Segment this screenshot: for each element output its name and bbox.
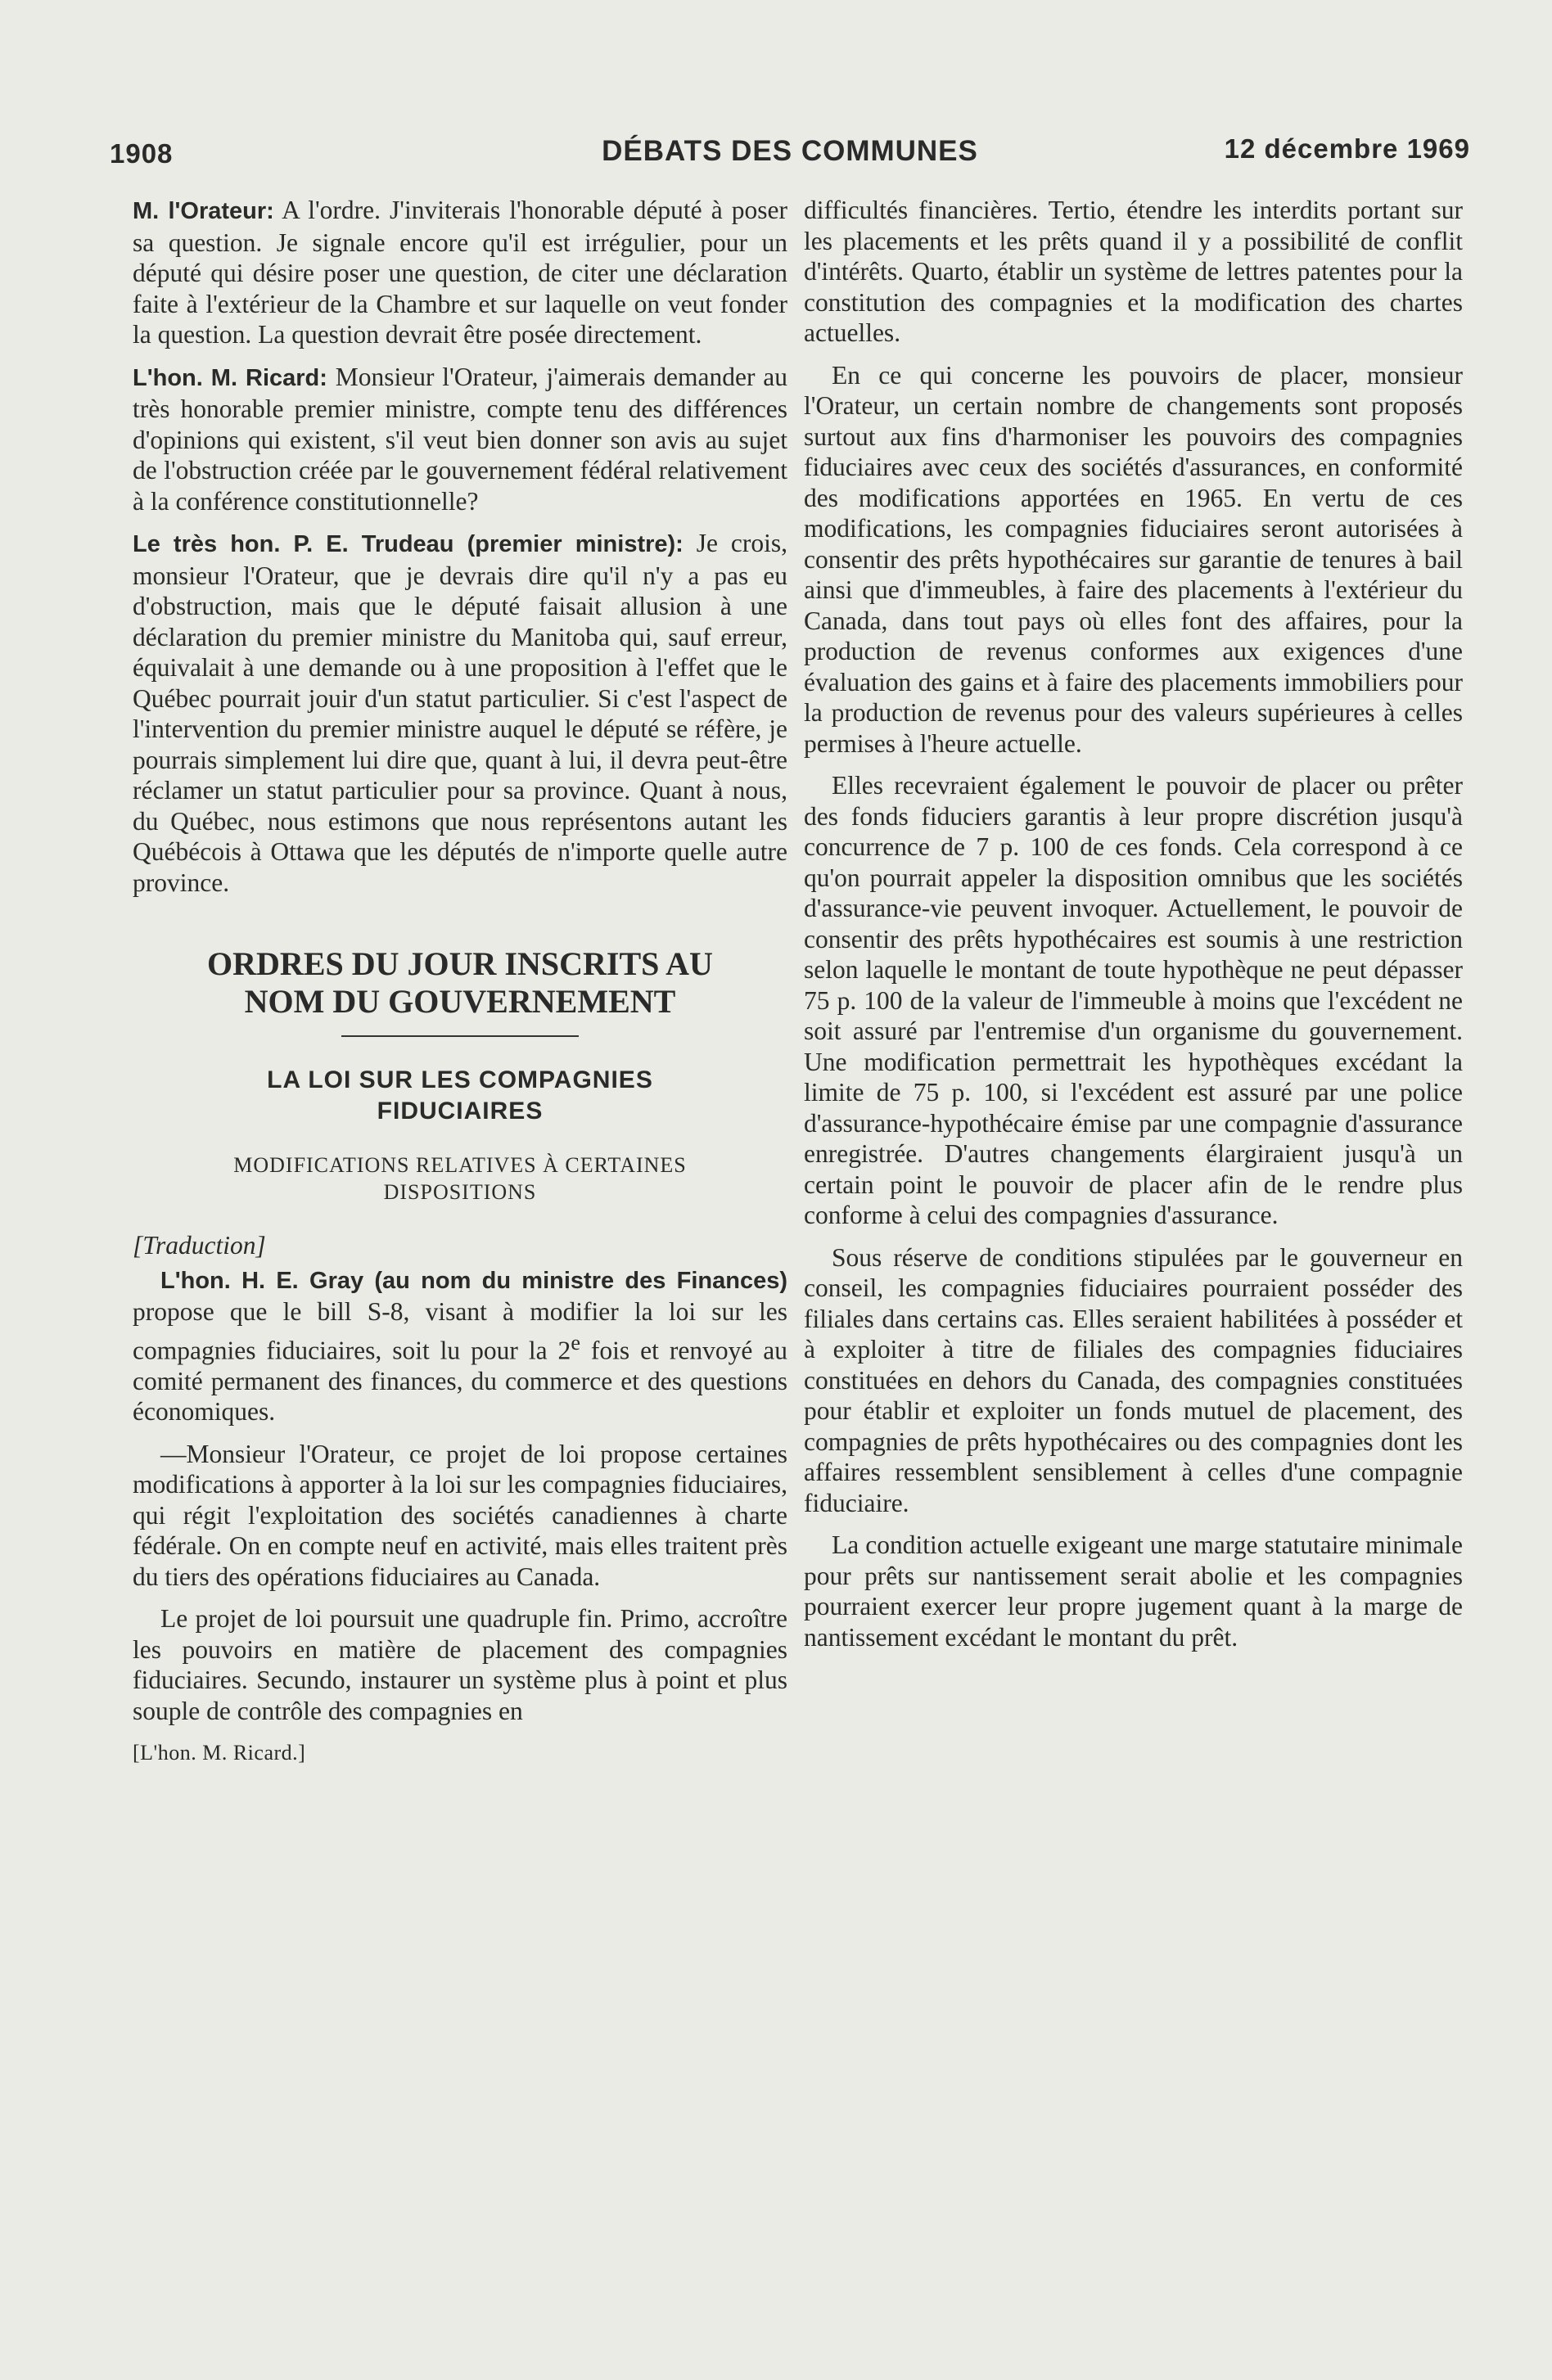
section-title-line: NOM DU GOUVERNEMENT [244, 983, 676, 1020]
paragraph: En ce qui concerne les pouvoirs de placer, monsieur l'Orateur, un certain nombre de changements sont proposés surtout aux fins d'harmoniser les pouvoirs des compagnies fiduciaires avec ceux des sociétés d'assurances, en conformité des modifications apportées en 1965. En vertu de ces modifications, les compagnies fiduciaires seront autorisées à consentir des prêts hypothécaires sur garantie de tenures à bail ainsi que d'immeubles, à faire des placements à l'extérieur du Canada, dans tout pays où elles font des affaires, pour la production de revenus conformes aux exigences d'une évaluation des gains et à faire des placements immobiliers pour la production de revenus pour des valeurs supérieures à celles permises à l'heure actuelle. [804, 360, 1463, 758]
paragraph-text: Monsieur l'Orateur, j'aimerais demander au très honorable premier ministre, compte tenu des différences d'opinions qui existent, s'il veut bien donner son avis au sujet de l'obstruction créée par le gouvernement fédéral relativement à la conférence constitutionnelle? [133, 362, 788, 516]
translation-note: [Traduction] [133, 1231, 266, 1260]
superscript: e [571, 1330, 580, 1355]
subsubsection-title-line: DISPOSITIONS [383, 1180, 537, 1204]
paragraph-trudeau [133, 528, 787, 898]
speaker-name: L'hon. M. Ricard: [133, 364, 327, 391]
section-title-line: ORDRES DU JOUR INSCRITS AU [207, 945, 713, 982]
paragraph-orateur [133, 195, 787, 350]
page-header [110, 127, 1470, 176]
right-column [804, 195, 1463, 1664]
section-title [133, 945, 787, 1021]
subsection-title-line: LA LOI SUR LES COMPAGNIES [267, 1066, 653, 1093]
paragraph-text: Je crois, monsieur l'Orateur, que je devrais dire qu'il n'y a pas eu d'obstruction, mais que le député faisait allusion à une déclaration du premier ministre du Manitoba qui, sauf erreur, équivalait à une demande ou à une proposition à l'effet que le Québec pourrait jouir d'un statut particulier. Si c'est l'aspect de l'intervention du premier ministre auquel le député se réfère, je pourrais simplement lui dire que, quant à lui, il devra peut-être réclamer un statut particulier pour sa province. Quant à nous, du Québec, nous estimons que nous représentons autant les Québécois à Ottawa que les députés de n'importe quelle autre province. [133, 529, 787, 897]
paragraph: Elles recevraient également le pouvoir de placer ou prêter des fonds fiduciers garantis à leur propre discrétion jusqu'à concurrence de 7 p. 100 de ces fonds. Cela correspond à ce qu'on pourrait appeler la disposition omnibus que les sociétés d'assurance-vie peuvent invoquer. Actuellement, le pouvoir de consentir des prêts hypothécaires est soumis à une restriction selon laquelle le montant de toute hypothèque ne peut dépasser 75 p. 100 de la valeur de l'immeuble à moins que l'excédent ne soit assuré par l'entremise d'un organisme du gouvernement. Une modification permettrait les hypothèques excédant la limite de 75 p. 100, si l'excédent est assuré par une police d'assurance-hypothécaire émise par une compagnie d'assurance enregistrée. D'autres changements élargiraient jusqu'à un certain point le pouvoir de placer afin de le rendre plus conforme à celui des compagnies d'assurance. [804, 771, 1463, 1229]
paragraph: Sous réserve de conditions stipulées par le gouverneur en conseil, les compagnies fiduciaires pourraient posséder des filiales dans certains cas. Elles seraient habilitées à posséder et à exploiter à titre de filiales des compagnies fiduciaires constituées en dehors du Canada, des compagnies constituées pour établir et exploiter un fonds mutuel de placement, des compagnies de prêts hypothécaires ou des compagnies dont les affaires ressemblent sensiblement à celles d'une compagnie fiduciaire. [804, 1242, 1463, 1517]
publication-title: DÉBATS DES COMMUNES [602, 135, 978, 167]
section-divider [341, 1035, 579, 1037]
paragraph-gray [133, 1264, 787, 1427]
publication-date: 12 décembre 1969 [1224, 133, 1470, 164]
speaker-name: L'hon. H. E. Gray (au nom du ministre des Finances) [160, 1267, 787, 1294]
subsubsection-title [133, 1152, 787, 1206]
speaker-name: M. l'Orateur: [133, 198, 274, 224]
paragraph-text: fois et renvoyé au comité permanent des finances, du commerce et des questions économiques. [133, 1336, 787, 1426]
footer-attribution: [L'hon. M. Ricard.] [133, 1741, 306, 1765]
paragraph-text: A l'ordre. J'inviterais l'honorable député à poser sa question. Je signale encore qu'il est irrégulier, pour un député qui désire poser une question, de citer une déclaration faite à l'extérieur de la Chambre et sur laquelle on veut fonder la question. La question devrait être posée directement. [133, 196, 788, 349]
speaker-name: Le très hon. P. E. Trudeau (premier ministre): [133, 531, 684, 557]
left-column [133, 195, 787, 1769]
paragraph-text: propose que le bill S-8, visant à modifier la loi sur les compagnies fiduciaires, soit lu pour la 2 [133, 1297, 787, 1364]
subsection-title [133, 1065, 787, 1127]
subsection-title-line: FIDUCIAIRES [377, 1098, 544, 1125]
subsubsection-title-line: MODIFICATIONS RELATIVES À CERTAINES [233, 1153, 687, 1177]
paragraph-ricard [133, 362, 787, 517]
paragraph: La condition actuelle exigeant une marge statutaire minimale pour prêts sur nantissement serait abolie et les compagnies pourraient exercer leur propre jugement quant à la marge de nantissement excédant le montant du prêt. [804, 1530, 1463, 1652]
paragraph: difficultés financières. Tertio, étendre les interdits portant sur les placements et les prêts quand il y a possibilité de conflit d'intérêts. Quarto, établir un système de lettres patentes pour la constitution des compagnies et la modification des chartes actuelles. [804, 196, 1463, 347]
page-number: 1908 [110, 138, 174, 169]
paragraph: —Monsieur l'Orateur, ce projet de loi propose certaines modifications à apporter à la loi sur les compagnies fiduciaires, qui régit l'exploitation des sociétés canadiennes à charte fédérale. On en compte neuf en activité, mais elles traitent près du tiers des opérations fiduciaires au Canada. [133, 1439, 787, 1591]
paragraph: Le projet de loi poursuit une quadruple fin. Primo, accroître les pouvoirs en matière de placement des compagnies fiduciaires. Secundo, instaurer un système plus à point et plus souple de contrôle des compagnies en [133, 1604, 787, 1725]
